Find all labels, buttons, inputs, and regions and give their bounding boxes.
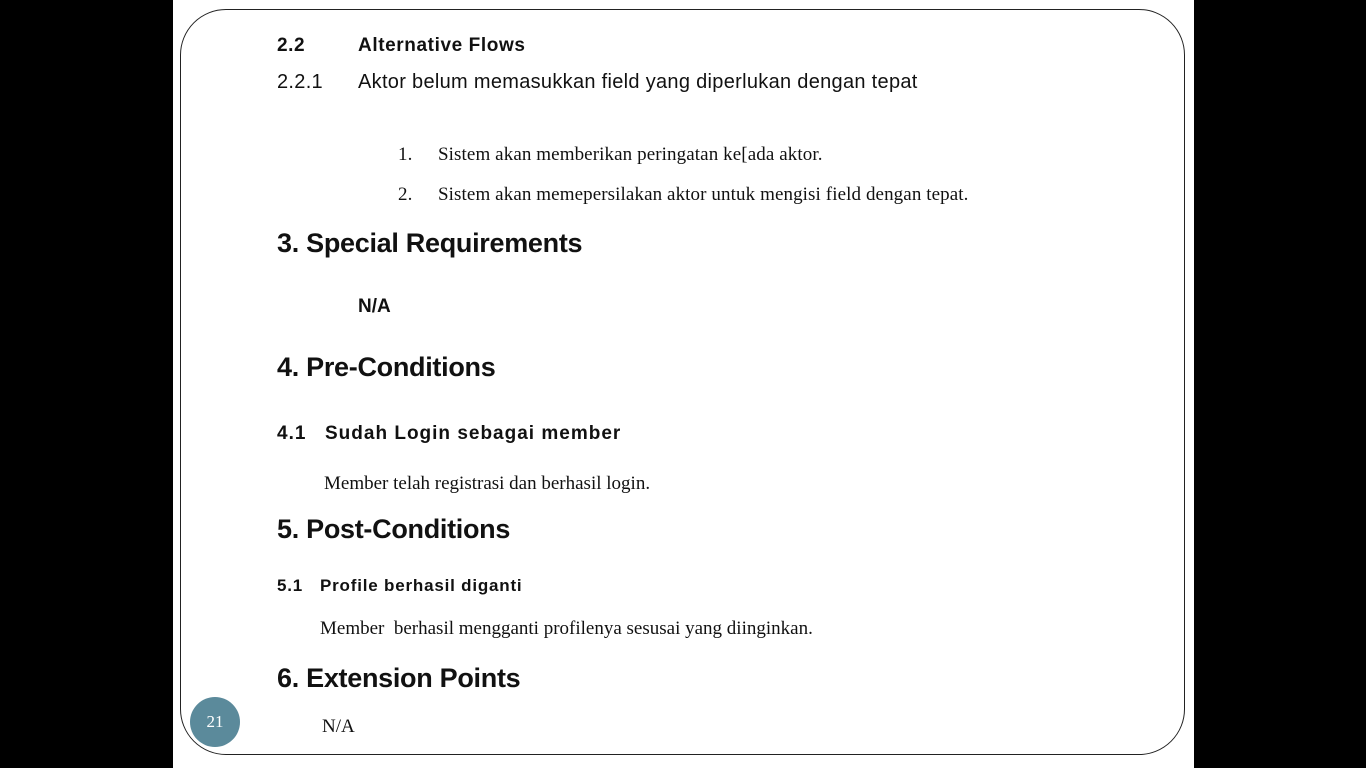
section-4-1-title: Sudah Login sebagai member [325, 423, 622, 444]
list-item: Sistem akan memepersilakan aktor untuk mengisi field dengan tepat. [438, 184, 969, 205]
list-item-number: 1. [398, 144, 413, 165]
list-item: Sistem akan memberikan peringatan ke[ada aktor. [438, 144, 823, 165]
section-4-heading: 4. Pre-Conditions [277, 352, 496, 382]
section-2-2-1-number: 2.2.1 [277, 71, 323, 93]
slide-number-badge: 21 [190, 697, 240, 747]
slide [173, 0, 1194, 768]
section-5-body: Member berhasil mengganti profilenya sesusai yang diinginkan. [320, 618, 813, 639]
section-5-1-number: 5.1 [277, 576, 304, 595]
section-6-body: N/A [322, 716, 355, 737]
section-3-body: N/A [358, 296, 391, 317]
section-2-2-1-title: Aktor belum memasukkan field yang diperlukan dengan tepat [358, 71, 918, 93]
section-4-body: Member telah registrasi dan berhasil login. [324, 473, 651, 494]
section-3-heading: 3. Special Requirements [277, 228, 583, 258]
section-5-1-title: Profile berhasil diganti [320, 576, 523, 595]
list-item-number: 2. [398, 184, 413, 205]
section-5-heading: 5. Post-Conditions [277, 514, 511, 544]
section-2-2-title: Alternative Flows [358, 35, 526, 56]
section-6-heading: 6. Extension Points [277, 663, 521, 693]
section-2-2-number: 2.2 [277, 35, 306, 56]
section-4-1-number: 4.1 [277, 423, 307, 444]
